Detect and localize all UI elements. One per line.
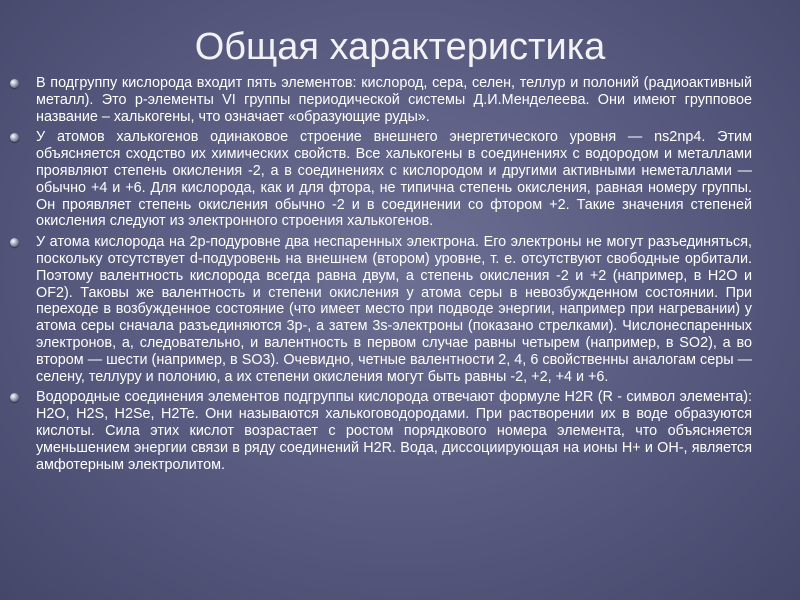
bullet-dot-icon — [10, 133, 19, 142]
bullet-item — [36, 129, 752, 230]
bullet-dot-icon — [10, 393, 19, 402]
bullet-text: У атома кислорода на 2р-подуровне два неспаренных электрона. Его электроны не могут разъединяться, поскольку отсутствует d-подуровень на внешнем (втором) уровне, т. е. отсутствуют свободные орбитали. Поэтому валентность кислорода всегда равна двум, а степень окисления -2 и +2 (например, в Н2О и OF2). Таковы же валентность и степени окисления у атома серы в невозбужденном состоянии. При переходе в возбужденное состояние (что имеет место при подводе энергии, например при нагревании) у атома серы сначала разъединяются 3р-, а затем 3s-электроны (показано стрелками). Числонеспаренных электронов, а, следовательно, и валентность в первом случае равны четырем (например, в SO2), а во втором — шести (например, в SO3). Очевидно, четные валентности 2, 4, 6 свойственны аналогам серы — селену, теллуру и полонию, а их степени окисления могут быть равны -2, +2, +4 и +6. — [36, 234, 752, 385]
bullet-dot-icon — [10, 79, 19, 88]
bullet-item — [36, 389, 752, 473]
bullet-text: У атомов халькогенов одинаковое строение внешнего энергетического уровня — ns2np4. Этим объясняется сходство их химических свойств. Все халькогены в соединениях с водородом и металлами проявляют степень окисления -2, а в соединениях с кислородом и другими активными неметаллами — обычно +4 и +6. Для кислорода, как и для фтора, не типична степень окисления, равная номеру группы. Он проявляет степень окисления обычно -2 и в соединении со фтором +2. Такие значения степеней окисления следуют из электронного строения халькогенов. — [36, 129, 752, 230]
bullet-item — [36, 75, 752, 125]
bullet-text: В подгруппу кислорода входит пять элементов: кислород, сера, селен, теллур и полоний (радиоактивный металл). Это р-элементы VI группы периодической системы Д.И.Менделеева. Они имеют групповое название – халькогены, что означает «образующие руды». — [36, 75, 752, 125]
bullet-item — [36, 234, 752, 385]
slide-title: Общая характеристика — [194, 26, 606, 68]
bullet-dot-icon — [10, 238, 19, 247]
bullet-text: Водородные соединения элементов подгруппы кислорода отвечают формуле H2R (R - символ элемента): H2O, H2S, H2Se, H2Te. Они называются халькоговодородами. При растворении их в воде образуются кислоты. Сила этих кислот возрастает с ростом порядкового номера элемента, что объясняется уменьшением энергии связи в ряду соединений H2R. Вода, диссоциирующая на ионы Н+ и ОН-, является амфотерным электролитом. — [36, 389, 752, 473]
bullet-list — [36, 75, 752, 477]
